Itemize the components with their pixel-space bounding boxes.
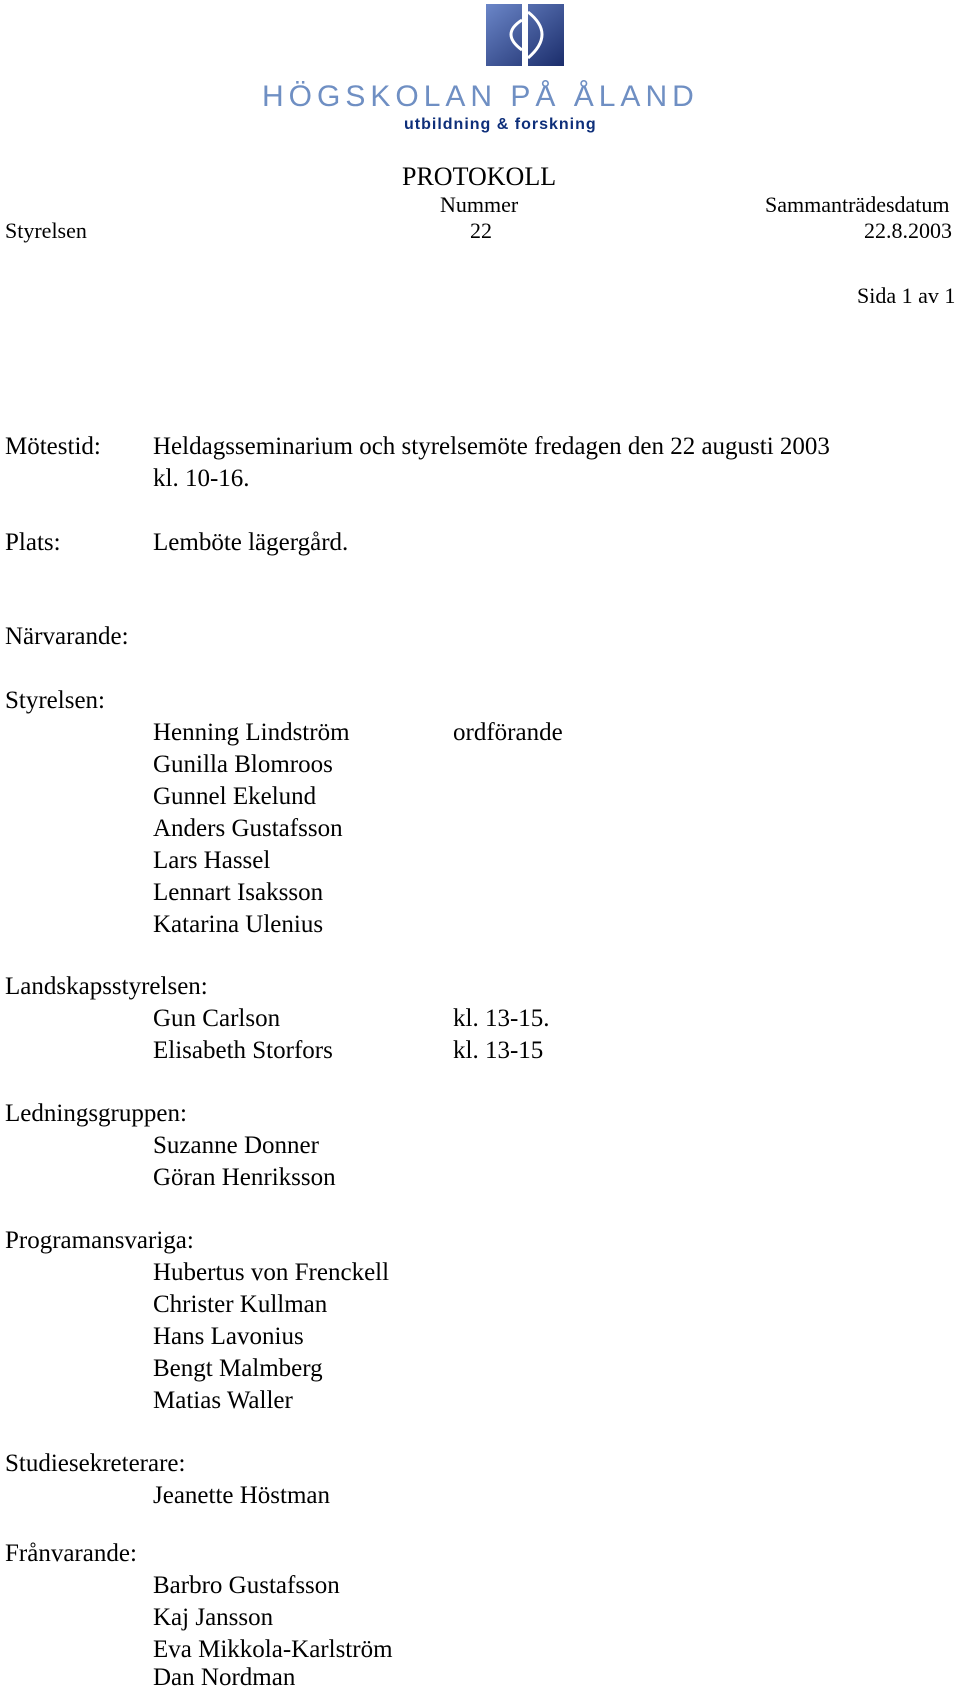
program-member-name: Matias Waller [153,1387,293,1414]
meeting-time-label: Mötestid: [5,433,101,460]
board-member-name: Anders Gustafsson [153,815,343,842]
protocol-number: 22 [470,218,492,243]
management-member-name: Göran Henriksson [153,1164,336,1191]
absent-label: Frånvarande: [5,1540,137,1567]
secretary-name: Jeanette Höstman [153,1482,331,1509]
absent-member-name: Dan Nordman [153,1664,296,1691]
meeting-date: 22.8.2003 [864,218,952,243]
date-label: Sammanträdesdatum [765,192,950,217]
program-member-name: Bengt Malmberg [153,1355,323,1382]
absent-member-name: Barbro Gustafsson [153,1572,340,1599]
present-label: Närvarande: [5,623,129,650]
document-title: PROTOKOLL [402,162,557,191]
place-label: Plats: [5,529,61,556]
logo-tagline: utbildning & forskning [404,116,597,133]
management-member-name: Suzanne Donner [153,1132,319,1159]
place-value: Lemböte lägergård. [153,529,349,556]
page-indicator: Sida 1 av 1 [857,283,956,308]
absent-member-name: Kaj Jansson [153,1604,274,1631]
board-member-name: Lars Hassel [153,847,271,874]
government-member-time: kl. 13-15 [453,1037,544,1064]
absent-member-name: Eva Mikkola-Karlström [153,1636,393,1663]
government-label: Landskapsstyrelsen: [5,973,208,1000]
government-member-time: kl. 13-15. [453,1005,550,1032]
institution-logo [0,0,960,140]
board-member-name: Gunilla Blomroos [153,751,333,778]
board-member-name: Katarina Ulenius [153,911,324,938]
management-label: Ledningsgruppen: [5,1100,187,1127]
program-member-name: Christer Kullman [153,1291,328,1318]
board-member-name: Lennart Isaksson [153,879,324,906]
board-member-name: Henning Lindström [153,719,350,746]
program-member-name: Hubertus von Frenckell [153,1259,390,1286]
meeting-time-line2: kl. 10-16. [153,465,250,492]
government-member-name: Gun Carlson [153,1005,281,1032]
logo-mark-icon [486,2,566,68]
program-label: Programansvariga: [5,1227,194,1254]
issuing-body: Styrelsen [5,218,87,243]
meeting-time-line1: Heldagsseminarium och styrelsemöte fredagen den 22 augusti 2003 [153,433,830,460]
board-member-role: ordförande [453,719,563,746]
board-label: Styrelsen: [5,687,105,714]
board-member-name: Gunnel Ekelund [153,783,317,810]
logo-wordmark: HÖGSKOLAN PÅ ÅLAND [262,80,699,113]
program-member-name: Hans Lavonius [153,1323,304,1350]
number-label: Nummer [440,192,519,217]
government-member-name: Elisabeth Storfors [153,1037,333,1064]
secretary-label: Studiesekreterare: [5,1450,186,1477]
